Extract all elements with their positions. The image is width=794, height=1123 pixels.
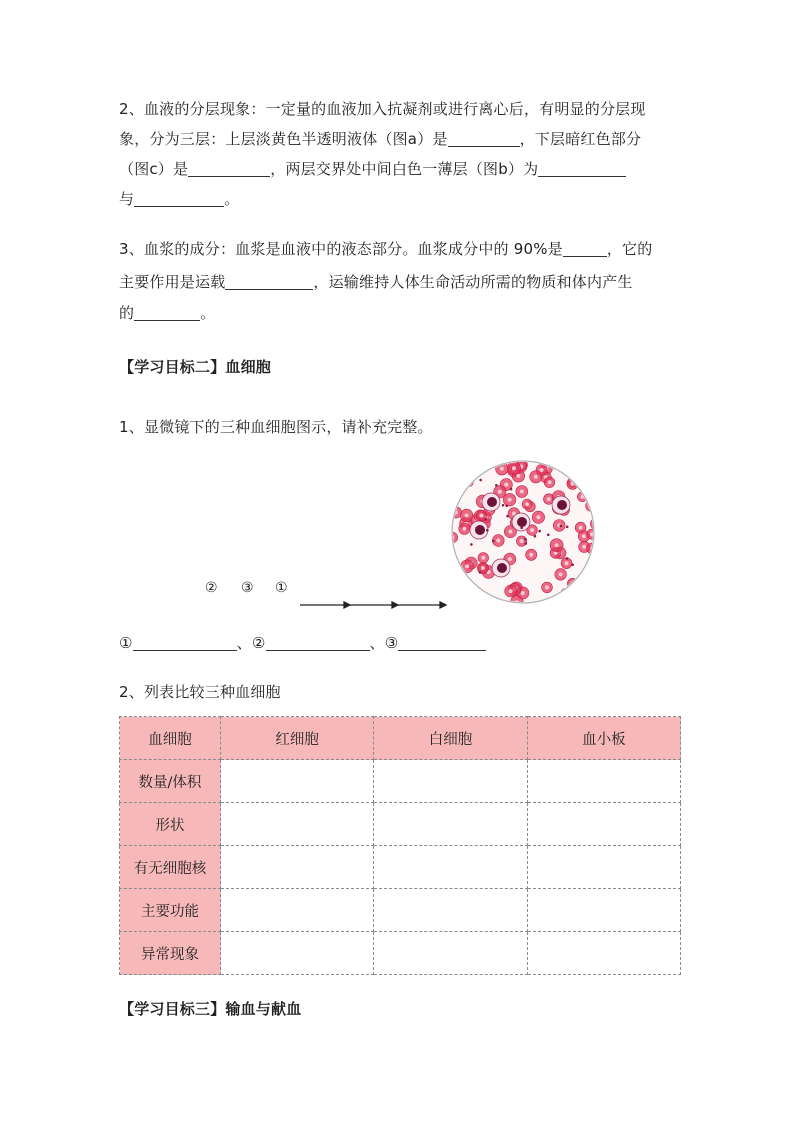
platelet [566,526,569,529]
red-blood-cell-center [565,561,569,565]
answer-cell[interactable] [221,846,374,889]
paragraph-plasma-line1 [119,232,652,266]
platelet [560,525,563,528]
text: 3、血浆的成分：血浆是血液中的液态部分。血浆成分中的 90%是 [119,240,563,258]
red-blood-cell-center [470,593,474,597]
paragraph-layering-line4 [119,182,239,216]
red-blood-cell [560,588,572,600]
red-blood-cell-center [579,526,583,530]
white-blood-cell-nucleus [497,563,507,573]
red-blood-cell-center [512,466,516,470]
answer-blank[interactable] [133,649,237,651]
red-blood-cell-center [458,465,462,469]
table-row [120,846,681,889]
platelet [525,542,528,545]
red-blood-cell-center [555,543,559,547]
row-header-cell: 异常现象 [120,932,221,975]
answer-cell[interactable] [374,760,527,803]
label-1: ① [275,580,288,596]
label-3: ③ [241,580,254,596]
row-header-cell: 数量/体积 [120,760,221,803]
answer-cell[interactable] [221,932,374,975]
red-blood-cell-center [464,590,468,594]
label-2: ② [205,580,218,596]
platelet [547,534,550,537]
blood-smear-image [451,460,595,604]
text: 、③ [369,634,399,652]
table-row [120,760,681,803]
text: ① [119,634,133,652]
platelet [520,526,523,529]
red-blood-cell-center [458,594,462,598]
red-blood-cell-center [530,528,534,532]
header-cell: 红细胞 [221,717,374,760]
answer-blank[interactable] [134,205,224,207]
answer-cell[interactable] [374,889,527,932]
white-blood-cell-nucleus [487,497,497,507]
answer-blank[interactable] [134,319,200,321]
row-header-cell: 主要功能 [120,889,221,932]
red-blood-cell-center [465,564,469,568]
comparison-table [119,716,681,975]
answer-blank[interactable] [266,649,370,651]
header-cell: 血细胞 [120,717,221,760]
red-blood-cell-center [520,539,524,543]
red-blood-cell [455,591,466,602]
red-blood-cell-center [588,575,592,579]
paragraph-layering-line1: 2、血液的分层现象：一定量的血液加入抗凝剂或进行离心后，有明显的分层现 [119,100,646,118]
text: ，两层交界处中间白色一薄层（图b）为 [270,160,539,178]
red-blood-cell-center [492,460,496,463]
text: ，它的 [606,240,653,258]
text: ，下层暗红色部分 [519,130,642,148]
answer-cell[interactable] [527,760,680,803]
red-blood-cell-center [595,550,596,554]
red-blood-cell-center [509,589,513,593]
paragraph-layering-line3 [119,152,626,186]
text: 。 [224,190,240,208]
red-blood-cell-center [462,527,466,531]
red-blood-cell-center [459,487,463,491]
answer-line-cells [119,626,486,660]
answer-blank[interactable] [538,175,626,177]
platelet [510,488,513,491]
red-blood-cell [451,591,462,604]
red-blood-cell-center [480,514,484,518]
red-blood-cell-center [458,460,462,462]
red-blood-cell-center [504,483,508,487]
red-blood-cell-center [500,467,504,471]
red-blood-cell-center [579,597,583,601]
text: （图c）是 [119,160,189,178]
red-blood-cell [575,594,586,604]
red-blood-cell-center [508,530,512,534]
pointer-arrows [300,600,450,610]
red-blood-cell-center [529,553,533,557]
red-blood-cell-center [467,480,471,484]
red-blood-cell-center [465,514,469,518]
answer-cell[interactable] [527,803,680,846]
red-blood-cell-center [508,498,512,502]
row-header-cell: 有无细胞核 [120,846,221,889]
platelet [538,530,541,533]
red-blood-cell-center [545,585,549,589]
answer-cell[interactable] [374,932,527,975]
table-header-row [120,717,681,760]
platelet [492,540,495,543]
platelet [470,543,473,546]
red-blood-cell-center [548,480,552,484]
red-blood-cell [454,583,466,595]
answer-cell[interactable] [221,760,374,803]
platelet [479,571,482,574]
answer-blank[interactable] [188,175,270,177]
text: 的 [119,304,135,322]
text: 象，分为三层：上层淡黄色半透明液体（图a）是 [119,130,448,148]
white-blood-cell-nucleus [517,517,527,527]
platelet [506,515,509,518]
red-blood-cell-center [581,471,585,475]
platelet [571,563,574,566]
red-blood-cell-center [496,539,500,543]
red-blood-cell [454,460,466,466]
red-blood-cell [587,590,595,603]
red-blood-cell-center [451,504,454,508]
red-blood-cell-center [508,557,512,561]
red-blood-cell [577,467,588,478]
text: ，运输维持人体生命活动所需的物质和体内产生 [313,273,633,291]
red-blood-cell-center [454,596,458,600]
answer-cell[interactable] [374,803,527,846]
goal2-heading: 【学习目标二】血细胞 [119,358,272,376]
text: 、② [236,634,266,652]
red-blood-cell-center [525,502,529,506]
red-blood-cell-center [582,545,586,549]
header-cell: 血小板 [527,717,680,760]
answer-cell[interactable] [221,803,374,846]
red-blood-cell-center [481,556,485,560]
platelet [566,557,569,560]
text: 主要作用是运载 [119,273,226,291]
answer-cell[interactable] [527,846,680,889]
text: 。 [200,304,216,322]
red-blood-cell [460,586,472,598]
paragraph-plasma-line2 [119,265,633,299]
answer-cell[interactable] [374,846,527,889]
question-1: 1、显微镜下的三种血细胞图示，请补充完整。 [119,418,433,436]
answer-cell[interactable] [527,889,680,932]
paragraph-plasma-line3 [119,296,215,330]
platelet [534,535,537,538]
red-blood-cell-center [591,594,595,598]
answer-cell[interactable] [221,889,374,932]
goal3-heading: 【学习目标三】输血与献血 [119,1000,302,1018]
red-blood-cell-center [481,566,485,570]
platelet [495,484,498,487]
platelet [524,538,527,541]
red-blood-cell-center [540,468,544,472]
red-blood-cell-center [496,460,500,463]
platelet [506,505,509,508]
red-blood-cell-center [521,591,525,595]
red-blood-cell [466,589,478,601]
platelet [502,504,505,507]
answer-cell[interactable] [527,932,680,975]
red-blood-cell [591,551,595,561]
answer-blank[interactable] [225,288,313,290]
table-row [120,932,681,975]
answer-blank[interactable] [398,649,486,651]
table-row [120,803,681,846]
red-blood-cell-center [520,490,524,494]
red-blood-cell-center [559,572,563,576]
red-blood-cell-center [564,592,568,596]
white-blood-cell-nucleus [475,525,485,535]
paragraph-layering-line2 [119,122,641,156]
text: 与 [119,190,135,208]
question-2: 2、列表比较三种血细胞 [119,683,281,701]
table-row [120,889,681,932]
red-blood-cell-center [458,587,462,591]
red-blood-cell [451,565,455,576]
red-blood-cell-center [536,515,540,519]
answer-blank[interactable] [563,255,607,257]
red-blood-cell [455,476,467,488]
red-blood-cell [584,572,595,583]
answer-blank[interactable] [448,145,520,147]
red-blood-cell [455,462,466,473]
red-blood-cell-center [459,480,463,484]
platelet [486,529,489,532]
platelet [479,479,482,482]
platelet [475,527,478,530]
header-cell: 白细胞 [374,717,527,760]
row-header-cell: 形状 [120,803,221,846]
white-blood-cell-nucleus [557,500,567,510]
red-blood-cell [464,477,474,487]
platelet [484,518,487,521]
red-blood-cell-center [582,534,586,538]
red-blood-cell-center [534,475,538,479]
red-blood-cell-center [547,497,551,501]
red-blood-cell-center [498,490,502,494]
